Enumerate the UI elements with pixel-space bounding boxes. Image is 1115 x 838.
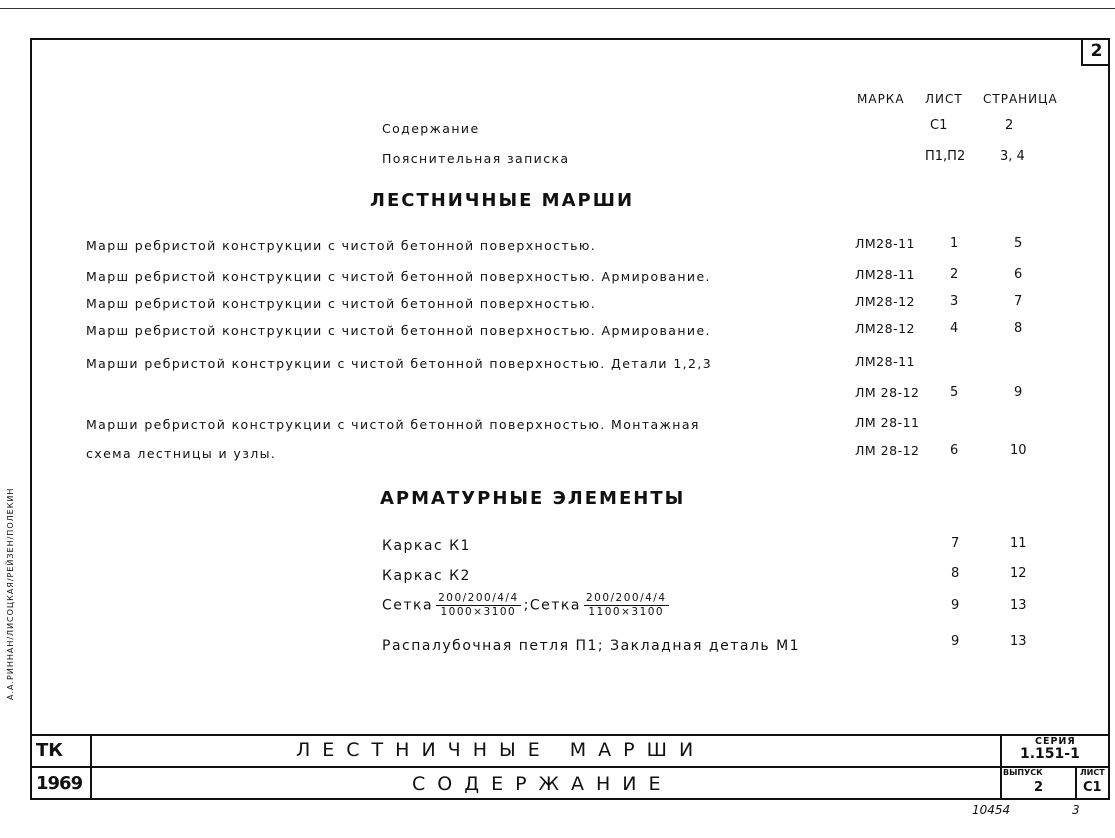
mesh-numerator: 200/200/4/4: [438, 592, 519, 604]
list-item-page: 9: [1014, 385, 1023, 400]
sheet-label: ЛИСТ: [1080, 768, 1105, 777]
list-item-sheet: 6: [950, 443, 959, 458]
list-item-page: 12: [1010, 566, 1027, 581]
list-item-title: Распалубочная петля П1; Закладная деталь М1: [382, 638, 801, 654]
title-block-divider-sheet: [1075, 766, 1077, 800]
list-item-mark: ЛМ28-11: [855, 236, 916, 251]
sheet-number-box: 2: [1081, 38, 1110, 66]
list-item-mark: ЛМ28-11: [855, 354, 916, 369]
list-item-sheet: 8: [951, 566, 960, 581]
list-item-page: 8: [1014, 321, 1023, 336]
list-item-sheet: 5: [950, 385, 959, 400]
list-item-title: Марши ребристой конструкции с чистой бетонной поверхностью. Детали 1,2,3: [86, 356, 713, 371]
col-header-sheet: ЛИСТ: [925, 92, 963, 106]
document-title: ЛЕСТНИЧНЫЕ МАРШИ: [296, 739, 706, 761]
list-item-sheet: 9: [951, 634, 960, 649]
title-block-top-line: [30, 734, 1110, 736]
list-item-page: 5: [1014, 236, 1023, 251]
mesh-fraction: [436, 592, 521, 619]
intro-title: Содержание: [382, 121, 480, 136]
list-item-sheet: 3: [950, 294, 959, 309]
year: 1969: [36, 773, 83, 794]
list-item-page: 13: [1010, 634, 1027, 649]
series-label: СЕРИЯ: [1035, 736, 1076, 747]
list-item-mark: ЛМ 28-12: [855, 443, 920, 458]
list-item-title: схема лестницы и узлы.: [86, 446, 277, 461]
list-item-mark: ЛМ 28-12: [855, 385, 920, 400]
intro-page: 3, 4: [1000, 149, 1025, 164]
side-stamp: А.А.РИННАН/ЛИСОЦКАЯ/РЕЙЗЕН/ПОЛЕКИН: [6, 487, 15, 700]
intro-sheet: П1,П2: [925, 149, 966, 164]
mesh-label: Сетка: [382, 597, 434, 614]
archive-code: 10454: [972, 803, 1011, 817]
list-item-mark: ЛМ 28-11: [855, 415, 920, 430]
list-item-sheet: 1: [950, 236, 959, 251]
list-item-page: 10: [1010, 443, 1027, 458]
list-item-mark: ЛМ28-11: [855, 267, 916, 282]
list-item-title: Марш ребристой конструкции с чистой бетонной поверхностью.: [86, 296, 597, 311]
section-title-armature: АРМАТУРНЫЕ ЭЛЕМЕНТЫ: [380, 488, 686, 509]
mesh-label: Сетка: [529, 597, 581, 614]
series-value: 1.151-1: [1020, 746, 1080, 762]
title-block-divider-left: [90, 734, 92, 800]
title-block-mid-line: [30, 766, 1110, 768]
issue-label: ВЫПУСК: [1003, 768, 1043, 777]
list-item-mark: ЛМ28-12: [855, 294, 916, 309]
list-item-title: Марш ребристой конструкции с чистой бетонной поверхностью. Армирование.: [86, 269, 711, 284]
list-item-page: 6: [1014, 267, 1023, 282]
org-code: ТК: [36, 740, 63, 761]
list-item-title: Каркас К2: [382, 568, 471, 584]
mesh-numerator: 200/200/4/4: [585, 592, 667, 604]
list-item-sheet: 2: [950, 267, 959, 282]
document-subtitle: СОДЕРЖАНИЕ: [412, 773, 673, 795]
sheet-value: С1: [1083, 780, 1102, 795]
top-trim-line: [0, 8, 1115, 9]
list-item-page: 7: [1014, 294, 1023, 309]
issue-value: 2: [1034, 780, 1044, 795]
list-item-title: Марш ребристой конструкции с чистой бетонной поверхностью.: [86, 238, 597, 253]
list-item-sheet: 7: [951, 536, 960, 551]
list-item-page: 11: [1010, 536, 1027, 551]
page-number: 3: [1072, 803, 1080, 817]
mesh-row: [382, 592, 672, 619]
col-header-mark: МАРКА: [857, 92, 905, 106]
mesh-denominator: 1000×3100: [440, 606, 517, 618]
intro-page: 2: [1005, 118, 1014, 133]
mesh-fraction: [584, 592, 669, 619]
intro-title: Пояснительная записка: [382, 151, 570, 166]
mesh-separator: ;: [523, 597, 530, 614]
list-item-sheet: 4: [950, 321, 959, 336]
list-item-title: Марши ребристой конструкции с чистой бетонной поверхностью. Монтажная: [86, 417, 700, 432]
intro-sheet: С1: [930, 118, 948, 133]
list-item-title: Каркас К1: [382, 538, 471, 554]
col-header-page: СТРАНИЦА: [983, 92, 1058, 106]
list-item-title: Марш ребристой конструкции с чистой бетонной поверхностью. Армирование.: [86, 323, 711, 338]
list-item-sheet: 9: [951, 598, 960, 613]
mesh-denominator: 1100×3100: [588, 606, 665, 618]
section-title-marches: ЛЕСТНИЧНЫЕ МАРШИ: [370, 190, 635, 211]
title-block-divider-right: [1000, 734, 1002, 800]
list-item-mark: ЛМ28-12: [855, 321, 916, 336]
list-item-page: 13: [1010, 598, 1027, 613]
